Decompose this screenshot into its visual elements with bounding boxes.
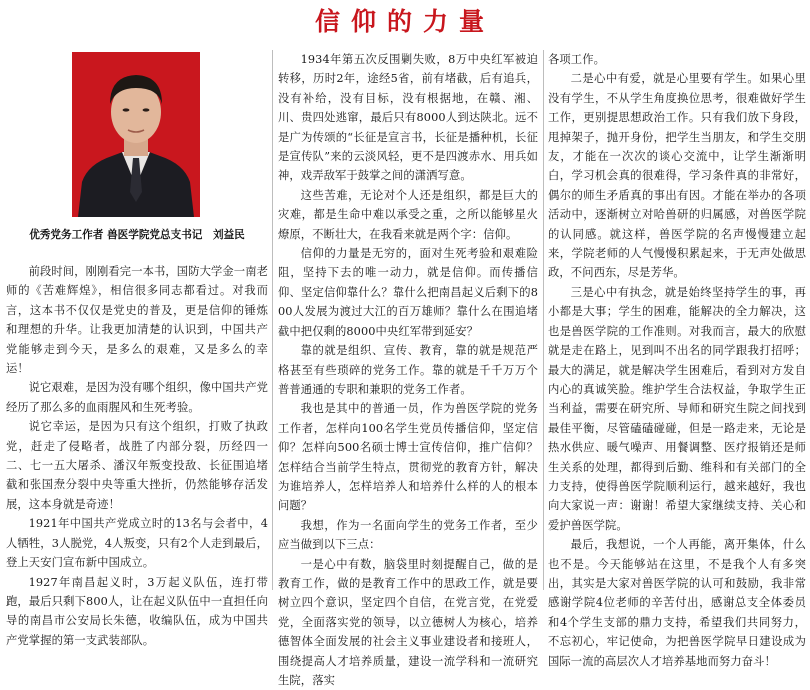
column-3 [548, 50, 806, 668]
column-divider [543, 50, 544, 590]
photo-caption: 优秀党务工作者 兽医学院党总支书记 刘益民 [29, 229, 245, 241]
paragraph: 1934年第五次反围剿失败，8万中央红军被迫转移，历时2年，途经5省，前有堵截，后有追兵，没有补给，没有目标，没有根据地，在赣、湘、川、贵四处逃窜，最后只有8000人到达陕北。远不是广为传颂的“长征是宣言书，长征是播种机，长征是宣传队”来的云淡风轻，更不是四渡赤水、用兵如神，戏弄敌军于鼓掌之间的潇洒写意。 [278, 53, 538, 183]
paragraph: 说它幸运，是因为只有这个组织，打败了执政党，赶走了侵略者，战胜了内部分裂，历经四一二、七一五大屠杀、潘汉年叛变投敌、长征围追堵截和张国焘分裂中央等重大挫折，仍然能够存活发展，这本身就是奇迹！ [6, 420, 268, 511]
column-divider [272, 50, 273, 590]
paragraph: 我想，作为一名面向学生的党务工作者，至少应当做到以下三点： [278, 518, 538, 552]
paragraph: 1921年中国共产党成立时的13名与会者中，4人牺牲，3人脱党，4人叛变，只有2个人走到最后，登上天安门宣布新中国成立。 [6, 517, 268, 570]
column-1-text [6, 262, 268, 650]
paragraph: 这些苦难，无论对个人还是组织，都是巨大的灾难，都是生命中难以承受之重，之所以能够星火燎原，不断壮大，在我看来就是两个字：信仰。 [278, 188, 538, 241]
paragraph: 三是心中有执念，就是始终坚持学生的事，再小都是大事；学生的困难，能解决的全力解决，这也是兽医学院的工作准则。对我而言，最大的欣慰就是走在路上，见到叫不出名的同学跟我打招呼；最大的满足，就是解决学生困难后，看到对方发自内心的真诚笑脸。维护学生合法权益，争取学生正当利益，需要在研究所、导师和研究生院之间找到最佳平衡，尽管磕磕碰碰，但是一路走来，无论是热水供应、暖气噪声、用餐调整、医疗报销还是师生关系的处理，都得到后勤、维科和有关部门的全力支持，使得兽医学院顺利运行，越来越好，我也向大家说一声：谢谢！希望大家继续支持、关心和爱护兽医学院。 [548, 285, 806, 532]
paragraph: 说它艰难，是因为没有哪个组织，像中国共产党经历了那么多的血雨腥风和生死考验。 [6, 381, 268, 414]
paragraph: 1927年南昌起义时，3万起义队伍，连打带跑，最后只剩下800人，让在起义队伍中一直担任向导的南昌市公安局长朱德，收编队伍，成为中国共产党掌握的第一支武装部队。 [6, 575, 268, 647]
column-2 [278, 50, 538, 687]
paragraph: 各项工作。 [548, 53, 605, 66]
paragraph: 我也是其中的普通一员，作为兽医学院的党务工作者，怎样向100名学生党员传播信仰，坚定信仰？怎样向500名硕士博士宣传信仰，推广信仰？怎样结合当前学生特点，贯彻党的教育方针，解决为谁培养人，怎样培养人和培养什么样的人的根本问题？ [278, 402, 538, 513]
column-1 [6, 0, 268, 647]
paragraph: 前段时间，刚刚看完一本书，国防大学金一南老师的《苦难辉煌》，相信很多同志都看过。对我而言，这本书不仅仅是党史的普及，更是信仰的锤炼和理想的升华。让我更加清楚的认识到，中国共产党能够走到今天，是多么的艰难，又是多么的幸运！ [6, 265, 268, 376]
page-title: 信仰的力量 [314, 7, 495, 36]
paragraph: 最后，我想说，一个人再能，离开集体，什么也不是。今天能够站在这里，不是我个人有多突出，其实是大家对兽医学院的认可和鼓励，我非常感谢学院4位老师的辛苦付出，感谢总支全体委员和4个学生支部的鼎力支持，希望我们共同努力，不忘初心，牢记使命，为把兽医学院早日建设成为国际一流的高层次人才培养基地而努力奋斗！ [548, 538, 806, 668]
paragraph: 一是心中有数，脑袋里时刻提醒自己，做的是教育工作，做的是教育工作中的思政工作，就是要树立四个意识，坚定四个自信，在党言党，在党爱党，全面落实党的领导，以立德树人为核心，培养德智体全面发展的社会主义事业建设者和接班人，围绕提高人才培养质量，建设一流学科和一流研究生院，落实 [278, 557, 538, 687]
paragraph: 二是心中有爱，就是心里要有学生。如果心里没有学生，不从学生角度换位思考，很难做好学生工作，更别提思想政治工作。只有我们放下身段，甩掉架子，抛开身份，把学生当朋友，和学生交朋友，才能在一次次的谈心交流中，让学生渐渐明白，学习机会真的很难得，学习条件真的非常好，偶尔的师生矛盾真的事出有因。才能在举办的各项活动中，逐渐树立对哈兽研的归属感，对兽医学院的认同感。就这样，兽医学院的名声慢慢建立起来，学院老师的人气慢慢积累起来，于无声处做思政，不问西东，尽是芳华。 [548, 72, 806, 280]
paragraph: 靠的就是组织、宣传、教育，靠的就是规范严格甚至有些琐碎的党务工作。靠的就是千千万万个普普通通的专职和兼职的党务工作者。 [278, 344, 538, 396]
paragraph: 信仰的力量是无穷的，面对生死考验和艰难险阻，坚持下去的唯一动力，就是信仰。而传播信仰、坚定信仰靠什么？靠什么把南昌起义后剩下的800人发展为渡过大江的百万雄师？靠什么在围追堵截中把仅剩的8000中央红军带到延安？ [278, 247, 538, 338]
